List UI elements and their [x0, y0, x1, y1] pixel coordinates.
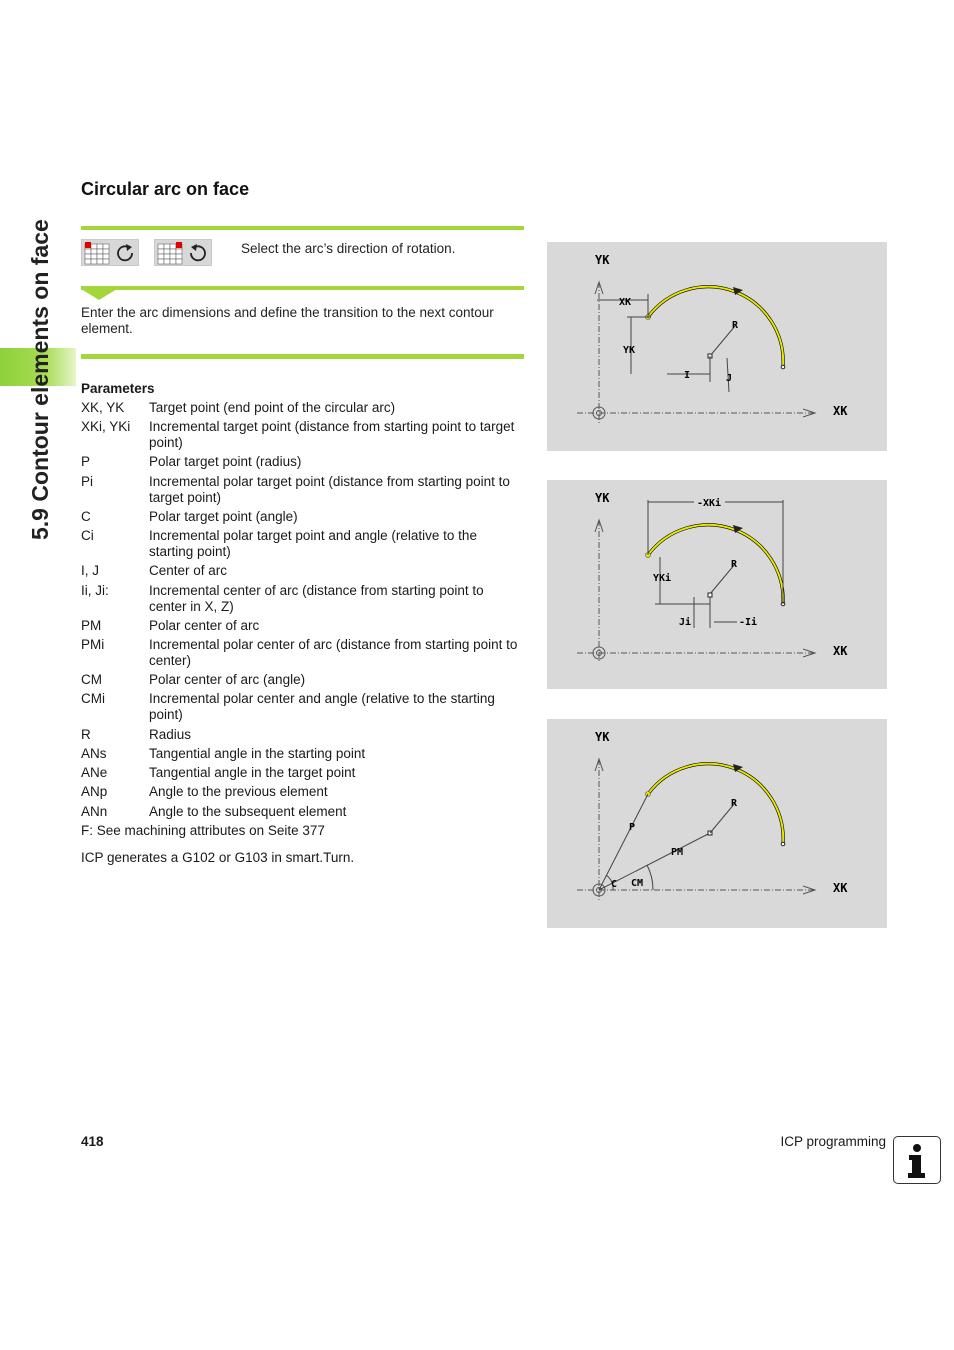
divider-top	[81, 226, 524, 230]
p-label: P	[629, 822, 636, 833]
c-label: C	[611, 879, 618, 890]
enter-dimensions-text: Enter the arc dimensions and define the transition to the next contour element.	[81, 305, 494, 336]
divider-arrow	[81, 286, 524, 290]
r-label: R	[731, 798, 738, 809]
section-title: 5.9 Contour elements on face	[27, 219, 53, 540]
xki-label: -XKi	[697, 498, 722, 509]
axis-y-label: YK	[595, 491, 610, 505]
yk-label: YK	[623, 345, 636, 356]
arc-clockwise-icon	[82, 240, 140, 267]
axis-x-label: XK	[833, 881, 848, 895]
figure-target-point	[547, 242, 887, 451]
ji-label: Ji	[679, 617, 692, 628]
footer-label: ICP programming	[780, 1134, 886, 1149]
axis-x-label: XK	[833, 644, 848, 658]
yki-label: YKi	[653, 573, 672, 584]
info-icon	[893, 1136, 941, 1184]
arc-ccw-button[interactable]	[154, 239, 212, 266]
page-title: Circular arc on face	[81, 179, 250, 199]
footnote: ICP generates a G102 or G103 in smart.Turn.	[81, 850, 355, 865]
figure-polar-coordinates	[547, 719, 887, 928]
axis-y-label: YK	[595, 253, 610, 267]
ii-label: -Ii	[739, 617, 758, 628]
axis-x-label: XK	[833, 404, 848, 418]
see-also-note: F: See machining attributes on Seite 377	[81, 823, 325, 838]
j-label: J	[726, 373, 733, 384]
xk-label: XK	[619, 297, 632, 308]
axis-y-label: YK	[595, 730, 610, 744]
pm-label: PM	[671, 847, 684, 858]
r-label: R	[732, 320, 739, 331]
rotation-instruction: Select the arc’s direction of rotation.	[241, 241, 456, 256]
i-label: I	[684, 370, 691, 381]
cm-label: CM	[631, 878, 644, 889]
down-arrow-icon	[81, 289, 117, 301]
figure-incremental-target	[547, 480, 887, 689]
arc-counterclockwise-icon	[155, 240, 213, 267]
parameters-heading: Parameters	[81, 381, 155, 396]
r-label: R	[731, 559, 738, 570]
page-number: 418	[81, 1134, 104, 1149]
divider-bottom	[81, 354, 524, 359]
arc-cw-button[interactable]	[81, 239, 139, 266]
